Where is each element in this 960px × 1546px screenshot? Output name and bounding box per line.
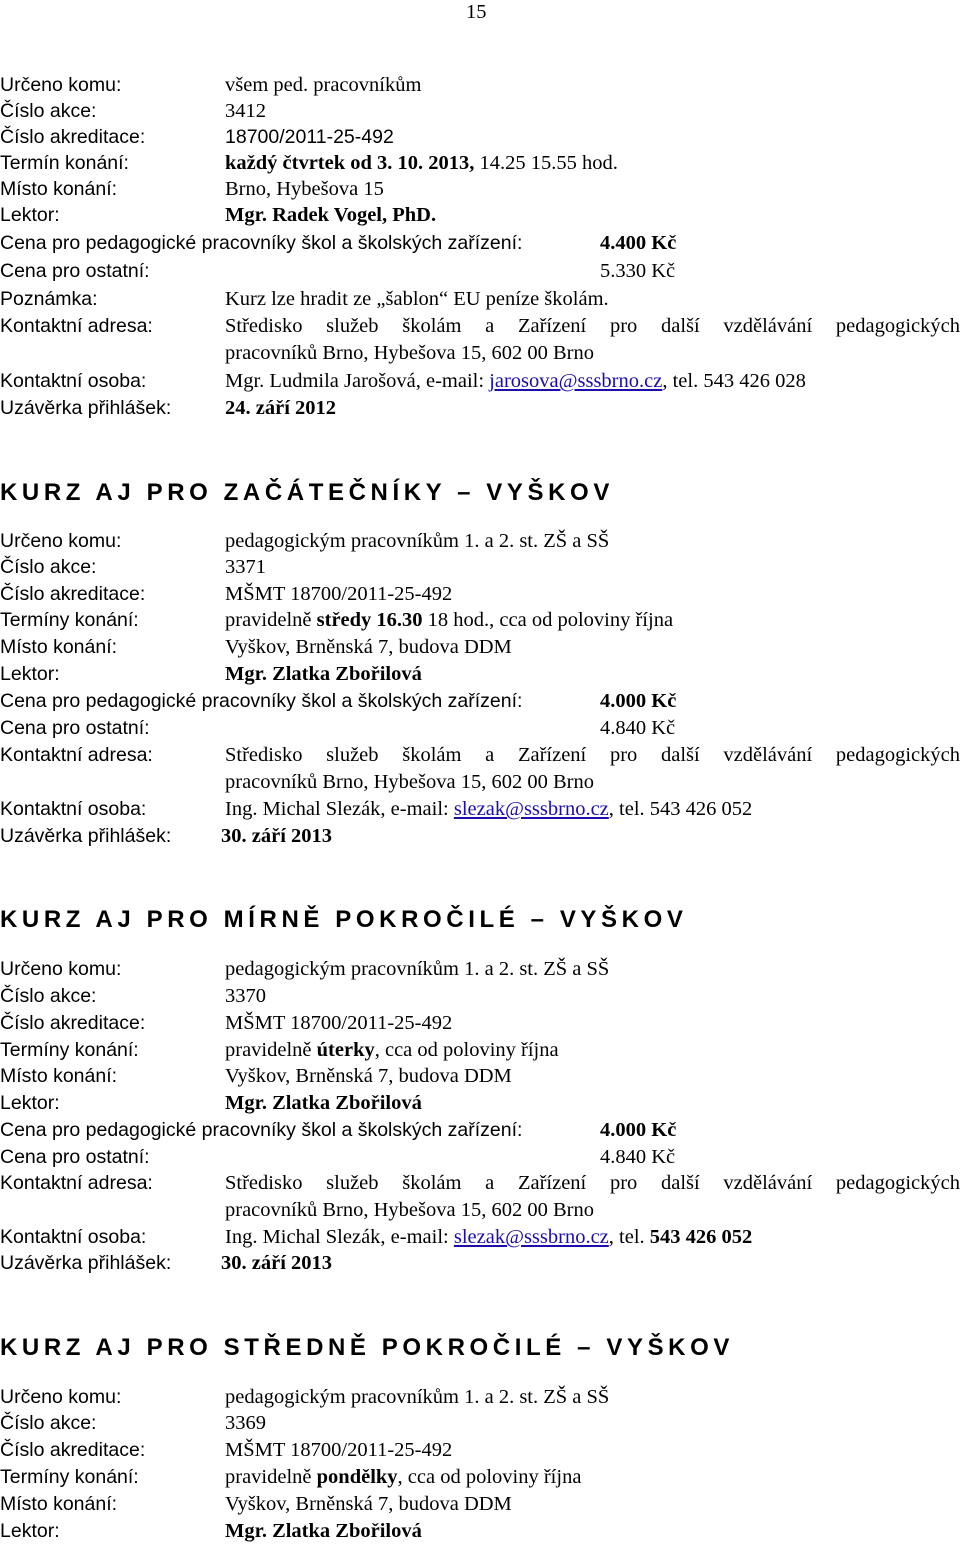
label-cislo-akce: Číslo akce: [0,985,97,1007]
label-akreditace: Číslo akreditace: [0,1439,146,1461]
value-uzaverka: 30. září 2013 [221,1252,333,1274]
page-number: 15 [466,1,487,23]
label-cena-ost: Cena pro ostatní: [0,260,150,282]
email-link[interactable]: slezak@sssbrno.cz [453,798,609,820]
value-urceno: pedagogickým pracovníkům 1. a 2. st. ZŠ a SŠ [225,1386,610,1408]
label-akreditace: Číslo akreditace: [0,1012,146,1034]
label-cena-ped: Cena pro pedagogické pracovníky škol a školských zařízení: [0,1119,523,1141]
value-akreditace: MŠMT 18700/2011-25-492 [225,583,453,605]
value-termin [225,150,618,176]
label-misto: Místo konání: [0,636,118,658]
value-adresa-line1: Středisko služeb školám a Zařízení pro další vzdělávání pedagogických [225,315,960,337]
label-misto: Místo konání: [0,178,118,200]
course-title: KURZ AJ PRO ZAČÁTEČNÍKY – VYŠKOV [0,479,614,506]
label-osoba: Kontaktní osoba: [0,1226,147,1248]
label-terminy: Termíny konání: [0,609,139,631]
value-adresa-line1: Středisko služeb školám a Zařízení pro další vzdělávání pedagogických [225,744,960,766]
label-misto: Místo konání: [0,1493,118,1515]
value-lektor: Mgr. Zlatka Zbořilová [225,1092,422,1114]
label-uzaverka: Uzávěrka přihlášek: [0,825,172,847]
value-misto: Brno, Hybešova 15 [225,178,384,200]
label-cena-ped: Cena pro pedagogické pracovníky škol a školských zařízení: [0,690,523,712]
tel-number: 543 426 028 [703,370,806,392]
label-osoba: Kontaktní osoba: [0,798,147,820]
value-cena-ost: 4.840 Kč [600,1146,676,1168]
value-cena-ped: 4.000 Kč [600,1119,677,1141]
tel-prefix: , tel. [662,370,704,392]
value-cena-ost: 4.840 Kč [600,717,676,739]
value-osoba [225,796,752,822]
label-adresa: Kontaktní adresa: [0,315,153,337]
value-akreditace: MŠMT 18700/2011-25-492 [225,1439,453,1461]
termin-rest: 14.25 15.55 hod. [474,152,618,174]
label-poznamka: Poznámka: [0,288,98,310]
value-lektor: Mgr. Radek Vogel, PhD. [225,204,437,226]
value-misto: Vyškov, Brněnská 7, budova DDM [225,1493,512,1515]
label-urceno: Určeno komu: [0,530,122,552]
osoba-name: Ing. Michal Slezák, e-mail: [225,798,454,820]
value-cislo-akce: 3369 [225,1412,266,1434]
osoba-name: Ing. Michal Slezák, e-mail: [225,1226,454,1248]
label-cena-ost: Cena pro ostatní: [0,717,150,739]
label-akreditace: Číslo akreditace: [0,583,146,605]
termin-bold: úterky [316,1039,375,1061]
termin-bold: pondělky [316,1466,398,1488]
value-adresa-line2: pracovníků Brno, Hybešova 15, 602 00 Brno [225,771,594,793]
label-uzaverka: Uzávěrka přihlášek: [0,397,172,419]
value-lektor: Mgr. Zlatka Zbořilová [225,1520,422,1542]
value-cena-ost: 5.330 Kč [600,260,676,282]
value-uzaverka: 30. září 2013 [221,825,333,847]
label-misto: Místo konání: [0,1065,118,1087]
value-adresa-line1: Středisko služeb školám a Zařízení pro další vzdělávání pedagogických [225,1172,960,1194]
label-terminy: Termíny konání: [0,1039,139,1061]
course-title: KURZ AJ PRO MÍRNĚ POKROČILÉ – VYŠKOV [0,906,688,933]
value-akreditace: 18700/2011-25-492 [225,126,394,148]
value-urceno: všem ped. pracovníkům [225,74,422,96]
termin-rest: , cca od poloviny října [397,1466,582,1488]
label-urceno: Určeno komu: [0,958,122,980]
value-terminy [225,1037,559,1063]
value-urceno: pedagogickým pracovníkům 1. a 2. st. ZŠ a SŠ [225,530,610,552]
value-adresa-line2: pracovníků Brno, Hybešova 15, 602 00 Brno [225,1199,594,1221]
value-poznamka: Kurz lze hradit ze „šablon“ EU peníze školám. [225,288,609,310]
value-misto: Vyškov, Brněnská 7, budova DDM [225,1065,512,1087]
value-urceno: pedagogickým pracovníkům 1. a 2. st. ZŠ a SŠ [225,958,610,980]
termin-pre: pravidelně [225,1466,317,1488]
value-cena-ped: 4.000 Kč [600,690,677,712]
value-lektor: Mgr. Zlatka Zbořilová [225,663,422,685]
value-adresa-line2: pracovníků Brno, Hybešova 15, 602 00 Brno [225,342,594,364]
value-uzaverka: 24. září 2012 [225,397,337,419]
label-lektor: Lektor: [0,663,60,685]
label-akreditace: Číslo akreditace: [0,126,146,148]
tel-prefix: , tel. [608,1226,650,1248]
label-lektor: Lektor: [0,1520,60,1542]
value-akreditace: MŠMT 18700/2011-25-492 [225,1012,453,1034]
email-link[interactable]: jarosova@sssbrno.cz [489,370,663,392]
termin-bold: každý čtvrtek od 3. 10. 2013, [225,152,475,174]
osoba-name: Mgr. Ludmila Jarošová, e-mail: [225,370,490,392]
value-cislo-akce: 3371 [225,556,266,578]
termin-pre: pravidelně [225,1039,317,1061]
email-link[interactable]: slezak@sssbrno.cz [453,1226,609,1248]
label-osoba: Kontaktní osoba: [0,370,147,392]
label-cislo-akce: Číslo akce: [0,556,97,578]
value-cena-ped: 4.400 Kč [600,232,677,254]
label-terminy: Termíny konání: [0,1466,139,1488]
value-misto: Vyškov, Brněnská 7, budova DDM [225,636,512,658]
label-urceno: Určeno komu: [0,74,122,96]
termin-pre: pravidelně [225,609,317,631]
value-cislo-akce: 3370 [225,985,266,1007]
tel-number: 543 426 052 [649,1226,753,1248]
tel-number: 543 426 052 [649,798,753,820]
label-urceno: Určeno komu: [0,1386,122,1408]
value-osoba [225,368,806,394]
label-lektor: Lektor: [0,1092,60,1114]
label-uzaverka: Uzávěrka přihlášek: [0,1252,172,1274]
value-terminy [225,1464,581,1490]
label-adresa: Kontaktní adresa: [0,744,153,766]
label-cislo-akce: Číslo akce: [0,1412,97,1434]
label-termin: Termín konání: [0,152,129,174]
label-cena-ost: Cena pro ostatní: [0,1146,150,1168]
course-title: KURZ AJ PRO STŘEDNĚ POKROČILÉ – VYŠKOV [0,1334,734,1361]
tel-prefix: , tel. [608,798,650,820]
value-terminy [225,607,673,633]
value-osoba [225,1224,752,1250]
label-lektor: Lektor: [0,204,60,226]
termin-bold: středy 16.30 [316,609,423,631]
label-adresa: Kontaktní adresa: [0,1172,153,1194]
value-cislo-akce: 3412 [225,100,266,122]
label-cena-ped: Cena pro pedagogické pracovníky škol a školských zařízení: [0,232,523,254]
termin-rest: 18 hod., cca od poloviny října [422,609,674,631]
termin-rest: , cca od poloviny října [374,1039,559,1061]
label-cislo-akce: Číslo akce: [0,100,97,122]
